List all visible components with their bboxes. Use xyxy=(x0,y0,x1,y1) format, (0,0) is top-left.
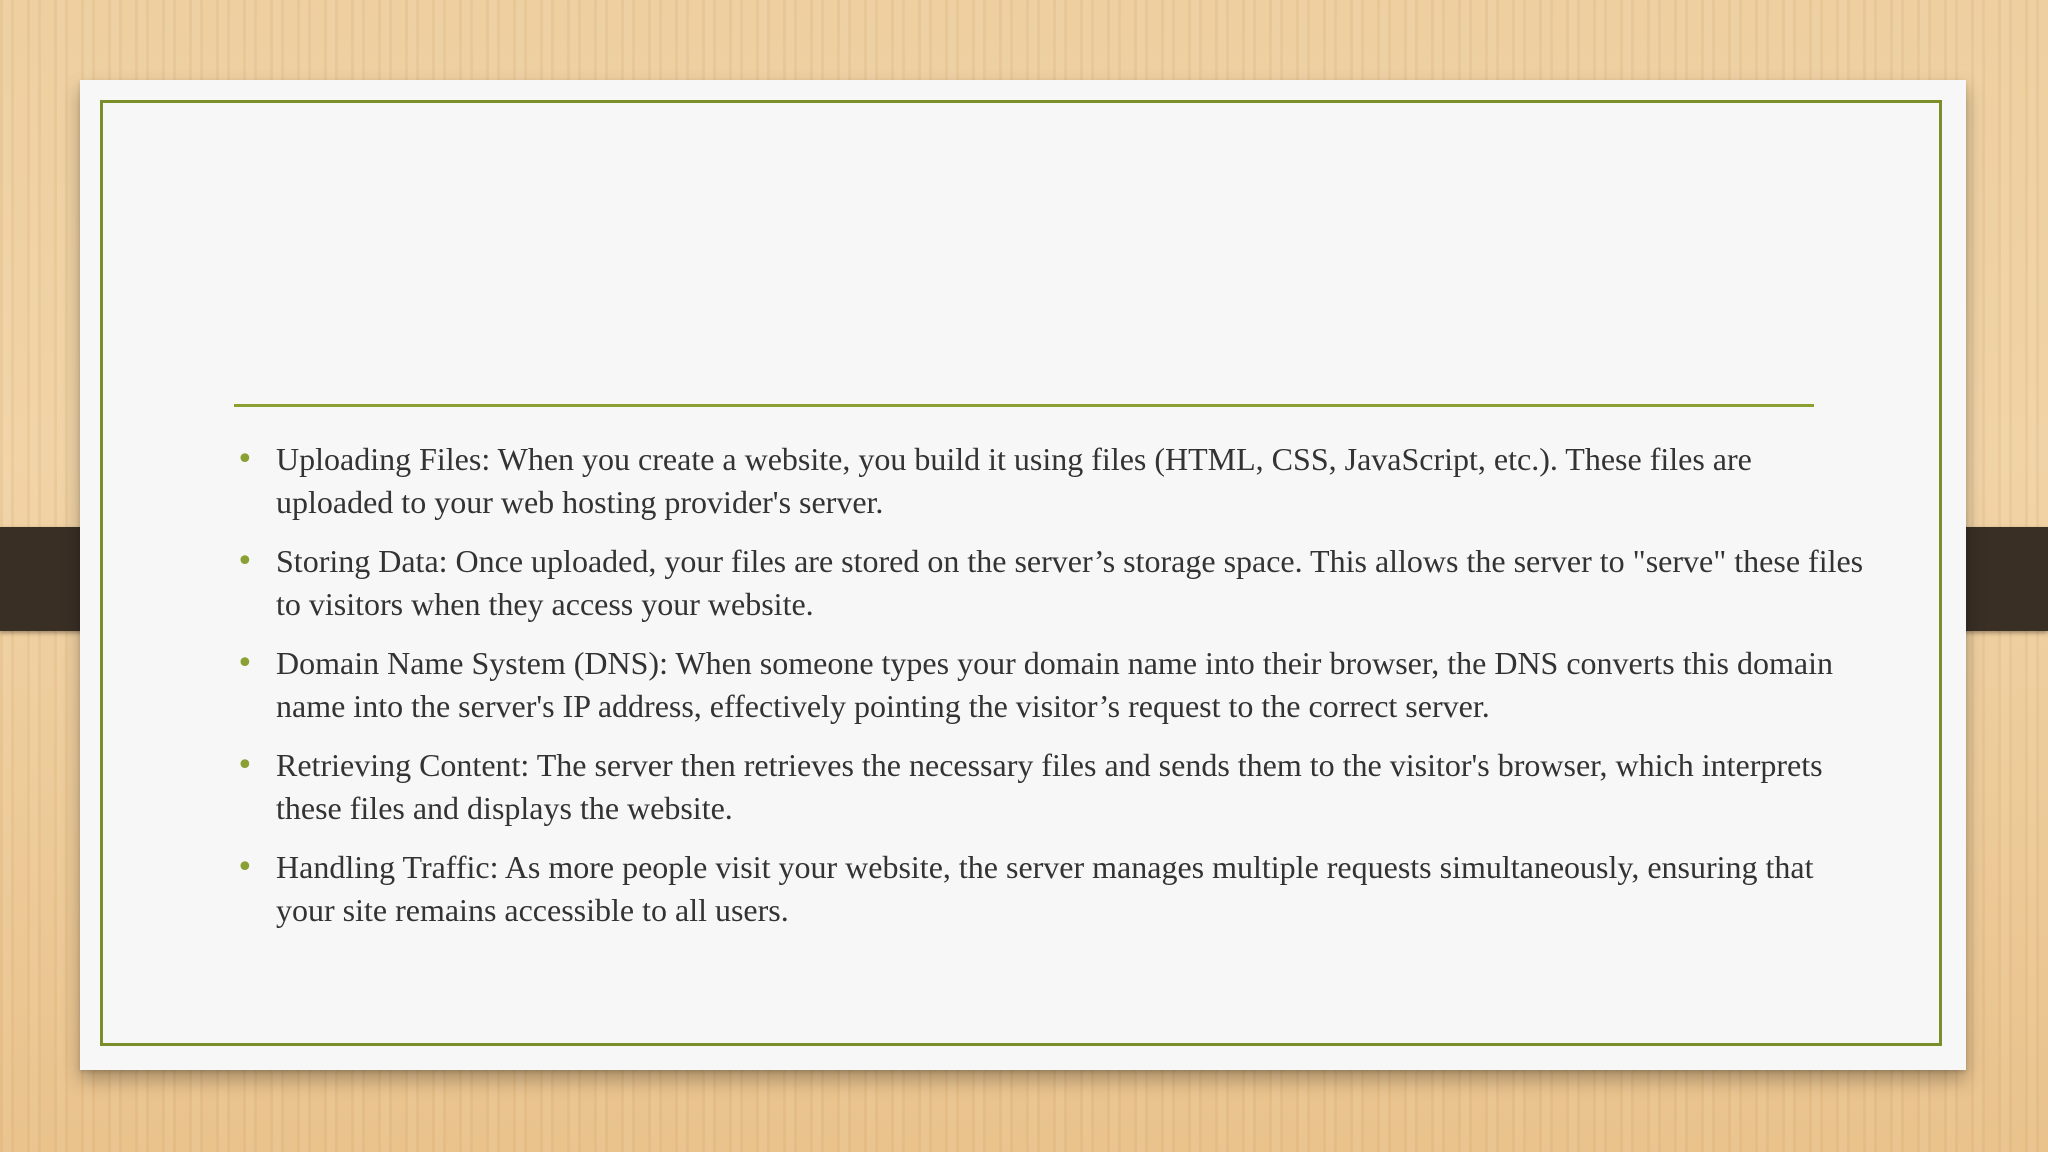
bullet-dot-icon: • xyxy=(236,646,254,681)
bullet-text: Retrieving Content: The server then retrieves the necessary files and sends them to the visitor's browser, which interprets these files and displays the website. xyxy=(276,747,1823,826)
bullet-dot-icon: • xyxy=(236,544,254,579)
bullet-item xyxy=(234,744,1874,830)
bullet-list xyxy=(234,438,1874,948)
bullet-item xyxy=(234,846,1874,932)
title-divider xyxy=(234,404,1814,407)
bullet-item xyxy=(234,540,1874,626)
bullet-dot-icon: • xyxy=(236,748,254,783)
bullet-text: Domain Name System (DNS): When someone types your domain name into their browser, the DNS converts this domain name into the server's IP address, effectively pointing the visitor’s request to the correct server. xyxy=(276,645,1833,724)
bullet-item xyxy=(234,438,1874,524)
bullet-item xyxy=(234,642,1874,728)
bullet-dot-icon: • xyxy=(236,442,254,477)
bullet-text: Uploading Files: When you create a website, you build it using files (HTML, CSS, JavaScript, etc.). These files are uploaded to your web hosting provider's server. xyxy=(276,441,1752,520)
bullet-dot-icon: • xyxy=(236,850,254,885)
bullet-text: Storing Data: Once uploaded, your files are stored on the server’s storage space. This allows the server to "serve" these files to visitors when they access your website. xyxy=(276,543,1864,622)
slide-card xyxy=(80,80,1966,1070)
bullet-text: Handling Traffic: As more people visit your website, the server manages multiple requests simultaneously, ensuring that your site remains accessible to all users. xyxy=(276,849,1814,928)
